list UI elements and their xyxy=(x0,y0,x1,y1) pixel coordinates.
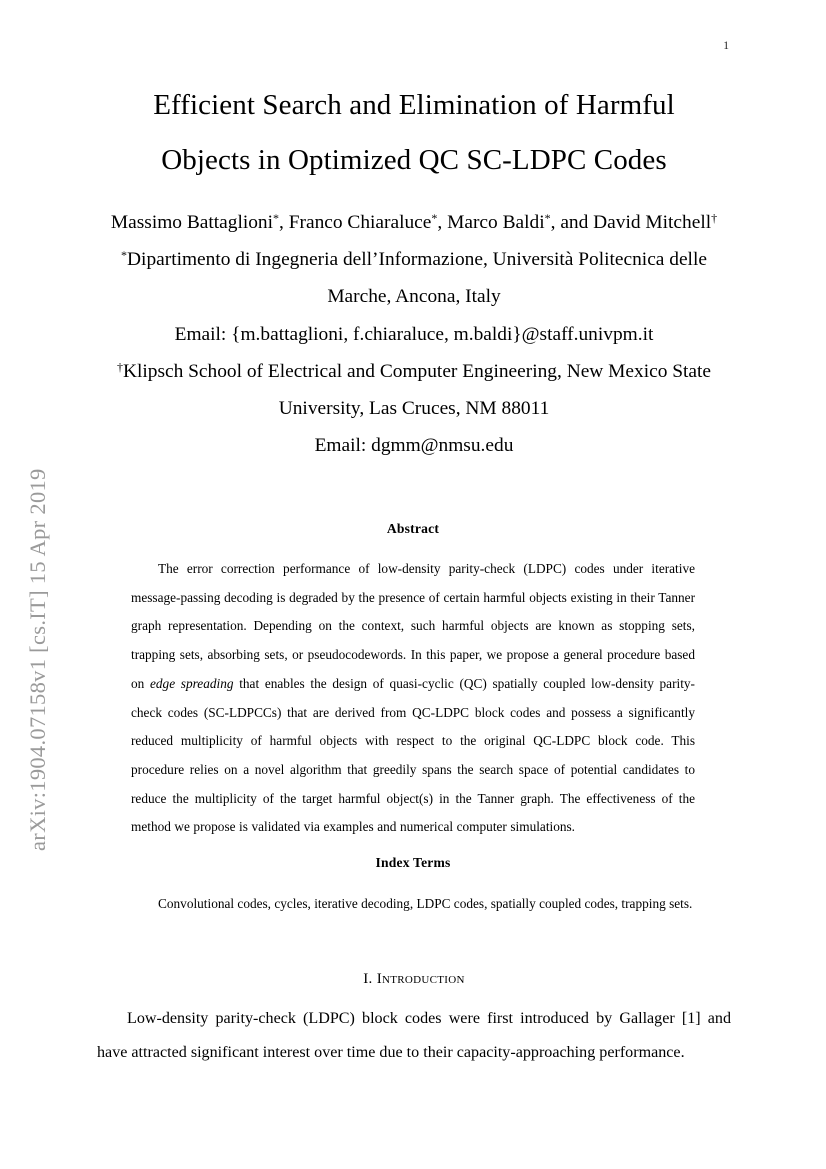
affiliation-2-marker: † xyxy=(116,359,123,374)
title-line-1: Efficient Search and Elimination of Harmful xyxy=(153,89,675,121)
affiliation-1-line-1 xyxy=(90,241,738,278)
author-name-1: Massimo Battaglioni xyxy=(110,212,273,233)
author-marker-3: * xyxy=(544,210,551,225)
author-conjunction: and xyxy=(560,212,589,233)
abstract-body xyxy=(131,555,695,842)
section-heading-introduction xyxy=(97,971,731,988)
author-marker-2: * xyxy=(431,210,438,225)
abstract-part-1: The error correction performance of low-density parity-check (LDPC) codes under iterative message-passing decoding is degraded by the presence of certain harmful objects existing in their Tanner graph representation. Depending on the context, such harmful objects are known as stopping sets, trapping sets, absorbing sets, or pseudocodewords. In this paper, we propose a general procedure based on xyxy=(131,561,695,691)
page-title xyxy=(97,78,731,188)
affiliation-2-email: Email: dgmm@nmsu.edu xyxy=(314,435,514,457)
affiliation-1-email: Email: {m.battaglioni, f.chiaraluce, m.baldi}@staff.univpm.it xyxy=(174,323,654,345)
arxiv-stamp-text: arXiv:1904.07158v1 [cs.IT] 15 Apr 2019 xyxy=(25,468,50,851)
affiliation-2-line-1 xyxy=(90,353,738,390)
introduction-body: Low-density parity-check (LDPC) block codes were first introduced by Gallager [1] and have attracted significant interest over time due to their capacity-approaching performance. xyxy=(97,1010,731,1061)
affiliation-1-marker: * xyxy=(121,247,128,262)
author-marker-1: * xyxy=(273,210,280,225)
abstract-part-2: that enables the design of quasi-cyclic (QC) spatially coupled low-density parity-check codes (SC-LDPCCs) that are derived from QC-LDPC block codes and possess a significantly reduced multiplicity of harmful objects with respect to the original QC-LDPC block code. This procedure relies on a novel algorithm that greedily spans the search space of potential candidates to reduce the multiplicity of the target harmful object(s) in the Tanner graph. The effectiveness of the method we propose is validated via examples and numerical computer simulations. xyxy=(131,675,695,835)
section-title: Introduction xyxy=(376,971,465,987)
author-marker-4: † xyxy=(711,210,718,225)
author-name-3: Marco Baldi xyxy=(447,212,545,233)
author-name-4: David Mitchell xyxy=(593,212,712,233)
affiliation-1-line-2: Marche, Ancona, Italy xyxy=(327,286,501,308)
author-list: Massimo Battaglioni*, Franco Chiaraluce*, Marco Baldi*, and David Mitchell† xyxy=(110,210,718,233)
affiliation-2-text: Klipsch School of Electrical and Computer Engineering, New Mexico State xyxy=(122,360,712,382)
index-terms-heading: Index Terms xyxy=(375,855,451,870)
title-line-2: Objects in Optimized QC SC-LDPC Codes xyxy=(161,144,667,176)
index-terms-body: Convolutional codes, cycles, iterative decoding, LDPC codes, spatially coupled codes, trapping sets. xyxy=(158,896,693,911)
abstract-heading: Abstract xyxy=(386,521,440,536)
affiliation-1-text: Dipartimento di Ingegneria dell’Informazione, Università Politecnica delle xyxy=(127,249,707,271)
author-affiliation-block xyxy=(90,204,738,464)
section-numeral: I. xyxy=(363,971,373,987)
affiliation-2-line-2: University, Las Cruces, NM 88011 xyxy=(278,398,550,420)
page-number: 1 xyxy=(723,40,729,52)
abstract-italic-term: edge spreading xyxy=(150,675,234,691)
arxiv-stamp xyxy=(0,0,76,1169)
author-name-2: Franco Chiaraluce xyxy=(288,212,432,233)
